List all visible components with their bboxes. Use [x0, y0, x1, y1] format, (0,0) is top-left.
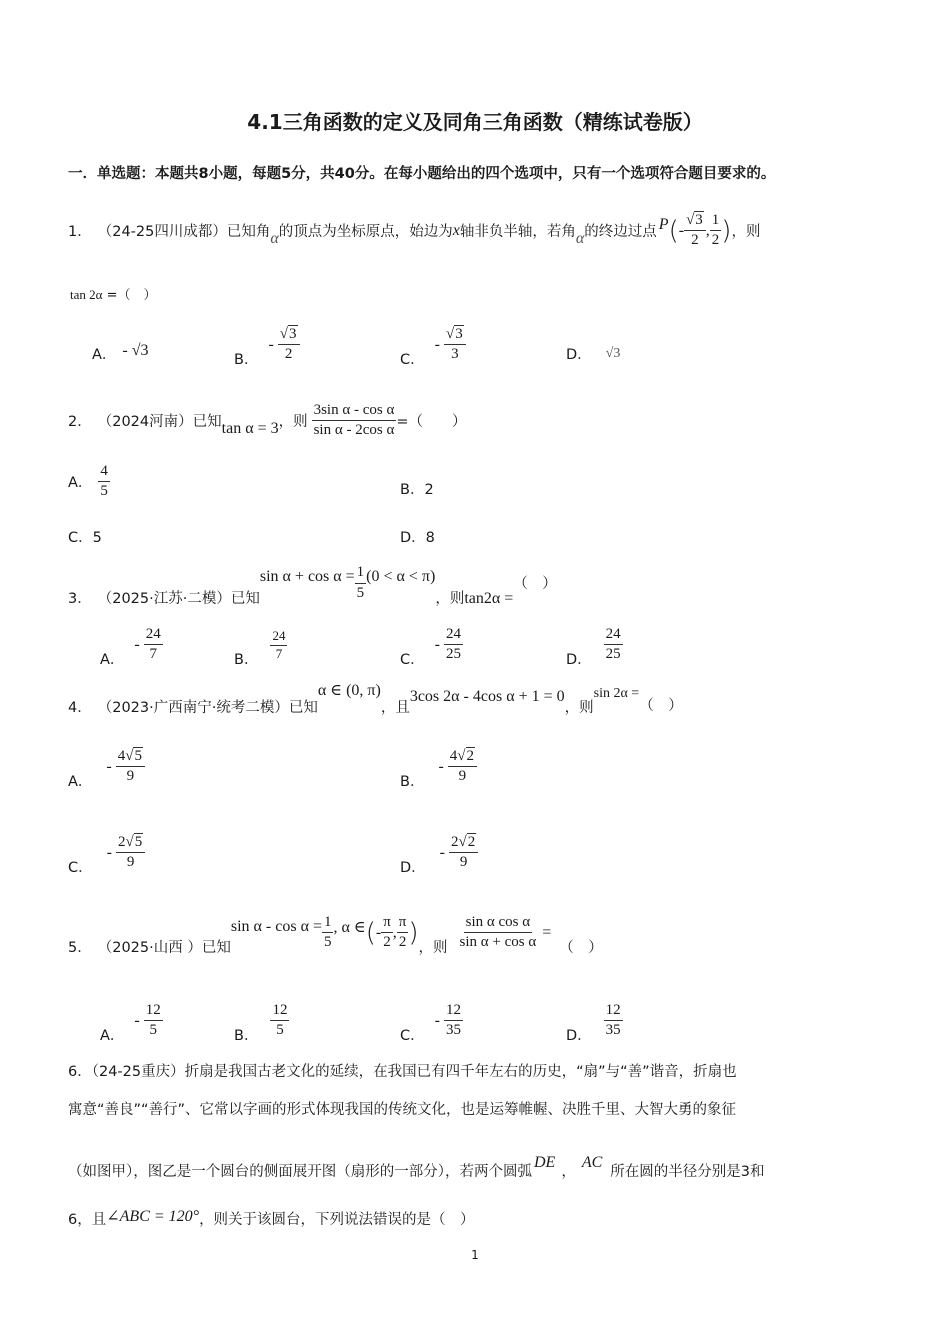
q3-option-b-frac	[270, 629, 287, 662]
q4-option-a-coef: 4	[117, 747, 126, 764]
q2-option-a-label: A．	[68, 475, 93, 492]
q4-option-d-coef: 2	[451, 833, 459, 850]
q1-option-c-den: 3	[451, 346, 459, 362]
q2-ask-paren: =（ ）	[396, 414, 467, 431]
q5-paren-left: (	[365, 917, 376, 948]
q5-option-c[interactable]	[400, 996, 463, 1045]
q4-option-b[interactable]	[400, 742, 477, 791]
q3-option-a-neg: -	[134, 635, 140, 653]
q1-option-c-frac: $\frac{√3}{3}$	[444, 326, 466, 364]
q6-line-4	[68, 1208, 475, 1229]
q4-option-b-den: 9	[458, 768, 467, 784]
q3-option-d-label: D．	[566, 652, 592, 668]
q1-option-c-rad: 3	[455, 325, 463, 342]
q1-point-y-den: 2	[711, 232, 720, 249]
q1-option-c[interactable]	[400, 320, 466, 369]
q4-option-b-frac: $\frac{4√2}{9}$	[448, 748, 477, 786]
question-2	[68, 402, 466, 440]
q3-condition: sin α + cos α =	[259, 568, 355, 585]
q1-comma: ,	[705, 221, 710, 239]
q4-option-c-rad: 5	[134, 833, 143, 850]
q1-point-label: P	[658, 215, 669, 233]
q5-option-b-num: 12	[270, 1002, 289, 1021]
question-3	[68, 558, 557, 608]
q4-option-c-den: 9	[126, 854, 135, 870]
q4-text-3: ，则	[564, 700, 594, 716]
q4-option-d-neg: -	[439, 843, 445, 861]
q4-ask: sin 2α =	[593, 686, 640, 701]
q3-text: （2025·江苏·二模）已知	[97, 590, 260, 607]
q4-option-a-den: 9	[126, 768, 135, 784]
q5-upper-bound-num: π	[397, 914, 409, 933]
q1-alpha-2: α	[575, 229, 585, 247]
q3-option-d-num: 24	[604, 626, 623, 645]
q3-option-a-den: 7	[149, 646, 157, 662]
q1-option-c-neg: -	[434, 335, 440, 353]
q1-point-x: $\frac{√3}{2}$	[684, 212, 706, 250]
q5-text: （2025·山西 ）已知	[97, 940, 231, 956]
q1-text-2: 的顶点为坐标原点，始边为	[278, 224, 453, 241]
q4-option-a[interactable]	[68, 742, 145, 791]
q1-paren-left: (	[668, 215, 679, 246]
q1-ask-expr: tan 2α	[70, 287, 103, 302]
q1-text-3: 轴非负半轴，若角	[459, 224, 576, 241]
q5-option-a[interactable]	[100, 996, 163, 1045]
q5-option-b-den: 5	[276, 1022, 284, 1038]
q5-upper-bound-den: 2	[398, 934, 407, 950]
q5-option-a-den: 5	[149, 1022, 157, 1038]
q5-option-d[interactable]	[566, 996, 623, 1045]
q5-option-c-frac	[444, 1002, 463, 1040]
question-5	[68, 908, 603, 957]
q4-text-2: ，且	[380, 700, 410, 716]
q5-expression-den: sin α + cos α	[459, 934, 537, 950]
q5-number: 5．	[68, 940, 92, 956]
q4-option-b-label: B．	[400, 774, 425, 790]
page-title: 4.1三角函数的定义及同角三角函数（精练试卷版）	[247, 110, 703, 134]
q3-option-b-num: 24	[270, 629, 287, 646]
q5-option-b-label: B．	[234, 1028, 259, 1044]
q1-text-5: ，则	[731, 224, 761, 241]
q5-option-a-num: 12	[144, 1002, 163, 1021]
q5-condition: sin α - cos α =	[230, 917, 322, 935]
q1-point-x-den: 2	[691, 232, 699, 249]
q3-option-c-frac	[444, 626, 463, 664]
q5-upper-bound	[397, 914, 409, 952]
q2-option-a-den: 5	[100, 483, 108, 500]
q4-ask-paren: （ ）	[639, 698, 683, 714]
q5-expression-num: sin α cos α	[464, 914, 532, 933]
q2-option-a-num: 4	[98, 463, 110, 482]
q5-option-b-frac	[270, 1002, 289, 1040]
q5-option-a-label: A．	[100, 1028, 125, 1044]
q2-number: 2．	[68, 414, 92, 431]
q4-option-b-rad: 2	[466, 747, 475, 764]
q5-text-2: ，则	[418, 940, 448, 956]
q4-option-a-neg: -	[106, 757, 112, 775]
q5-option-d-num: 12	[604, 1002, 623, 1021]
q1-option-d-label: D．	[566, 347, 592, 363]
q3-condition-num: 1	[355, 564, 367, 583]
q1-option-b-frac: $\frac{√3}{2}$	[278, 326, 300, 364]
q1-point-y	[710, 212, 722, 250]
q2-option-a[interactable]	[68, 463, 110, 501]
q4-option-c[interactable]	[68, 828, 145, 877]
q1-option-c-label: C．	[400, 352, 425, 368]
q6-separator: ，	[561, 1164, 576, 1180]
q4-text: （2023·广西南宁·统考二模）已知	[97, 700, 318, 716]
q6-line-4-text: 6，且	[68, 1212, 107, 1228]
page-number: 1	[471, 1248, 479, 1262]
q3-option-d-den: 25	[605, 646, 621, 662]
q5-set: , α ∈	[333, 918, 366, 936]
q1-paren-right: )	[721, 215, 732, 246]
q5-expression	[458, 914, 539, 952]
q4-condition-1: α ∈ (0, π)	[317, 682, 381, 699]
q3-text-2: ，则	[435, 590, 465, 607]
q3-condition-frac	[355, 564, 367, 602]
q5-ask-paren: （ ）	[559, 940, 603, 956]
q6-arc-ac: AC	[581, 1153, 603, 1171]
q2-condition: tan α = 3	[221, 419, 279, 437]
q1-text: （24-25四川成都）已知角	[97, 224, 271, 241]
q2-expression-den: sin α - 2cos α	[313, 422, 395, 439]
q1-point-y-num: 1	[710, 212, 722, 231]
q6-angle: ∠ABC = 120°	[106, 1207, 200, 1225]
q5-option-c-neg: -	[434, 1011, 440, 1029]
q3-option-c-label: C．	[400, 652, 425, 668]
q5-option-d-den: 35	[605, 1022, 621, 1038]
q3-option-a-num: 24	[144, 626, 163, 645]
q1-neg: -	[678, 221, 685, 239]
q5-lower-bound-num: π	[381, 914, 393, 933]
q3-ask: tan2α =	[464, 590, 514, 607]
q4-option-c-frac: $\frac{2√5}{9}$	[116, 834, 145, 872]
q3-range: (0 < α < π)	[366, 568, 436, 585]
q1-text-4: 的终边过点	[584, 224, 657, 241]
q5-option-d-label: D．	[566, 1028, 592, 1044]
q6-line-3	[68, 1153, 765, 1181]
q6-line-3-text-2: 所在圆的半径分别是3和	[610, 1164, 765, 1180]
q2-text-2: ，则	[278, 414, 308, 431]
q2-expression-num: 3sin α - cos α	[312, 402, 397, 421]
question-1	[68, 212, 760, 250]
q5-option-a-neg: -	[134, 1011, 140, 1029]
q3-condition-den: 5	[356, 584, 365, 601]
q5-lower-bound	[381, 914, 393, 952]
q5-option-c-den: 35	[445, 1022, 461, 1038]
q4-number: 4．	[68, 700, 92, 716]
q3-number: 3．	[68, 590, 92, 607]
q2-option-b[interactable]: B．2	[400, 482, 434, 498]
q5-neg: -	[375, 923, 382, 941]
q6-line-1: 6．（24-25重庆）折扇是我国古老文化的延续，在我国已有四千年左右的历史，“扇”与“善”谐音，折扇也	[68, 1064, 737, 1080]
q3-option-c[interactable]	[400, 620, 463, 669]
q1-option-a[interactable]	[92, 343, 149, 364]
q1-option-d-value: √3	[605, 345, 621, 361]
q4-option-d-frac: $\frac{2√2}{9}$	[449, 834, 478, 872]
q3-option-c-num: 24	[444, 626, 463, 645]
q4-option-a-frac: $\frac{4√5}{9}$	[116, 748, 145, 786]
q5-lower-bound-den: 2	[383, 934, 391, 950]
q1-option-b-label: B．	[234, 352, 259, 368]
q4-option-b-neg: -	[438, 757, 444, 775]
q4-option-d-rad: 2	[467, 833, 476, 850]
q5-condition-frac	[322, 914, 334, 952]
q1-ask	[70, 284, 157, 303]
q3-option-d-frac	[604, 626, 623, 664]
q5-option-a-frac	[144, 1002, 163, 1040]
q4-option-c-neg: -	[106, 843, 112, 861]
q6-line-4-text-2: ，则关于该圆台，下列说法错误的是（ ）	[199, 1212, 475, 1228]
q3-option-a-frac	[144, 626, 163, 664]
section-header: 一．单选题：本题共8小题，每题5分，共40分。在每小题给出的四个选项中，只有一个选项符合题目要求的。	[68, 166, 776, 182]
q2-option-c[interactable]: C．5	[68, 530, 102, 546]
q4-option-d[interactable]	[400, 828, 478, 877]
q5-option-b[interactable]	[234, 996, 289, 1045]
q2-option-d[interactable]: D．8	[400, 530, 435, 546]
q3-option-b[interactable]	[234, 622, 287, 669]
q3-option-a[interactable]	[100, 620, 163, 669]
q1-number: 1．	[68, 224, 92, 241]
q2-text: （2024河南）已知	[97, 414, 222, 431]
q3-option-c-den: 25	[445, 646, 461, 662]
q1-option-d[interactable]	[566, 343, 620, 364]
q5-equals: =	[542, 923, 552, 941]
q4-condition-2: 3cos 2α - 4cos α + 1 = 0	[409, 688, 565, 705]
q1-x: x	[452, 221, 460, 239]
q6-line-3-text: （如图甲），图乙是一个圆台的侧面展开图（扇形的一部分），若两个圆弧	[68, 1164, 532, 1180]
q4-option-b-coef: 4	[449, 747, 458, 764]
q4-option-d-den: 9	[459, 854, 468, 870]
question-4	[68, 682, 683, 717]
q3-option-a-label: A．	[100, 652, 125, 668]
q6-line-2: 寓意“善良”“善行”、它常以字画的形式体现我国的传统文化，也是运筹帷幄、决胜千里、大智大勇的象征	[68, 1102, 737, 1118]
q5-option-c-label: C．	[400, 1028, 425, 1044]
q6-arc-de: DE	[534, 1153, 556, 1171]
q5-comma: ,	[392, 923, 397, 941]
q3-option-b-label: B．	[234, 652, 259, 668]
q1-ask-paren: =（ ）	[106, 288, 157, 303]
q2-option-a-frac	[98, 463, 110, 501]
q5-paren-right: )	[408, 917, 419, 948]
q1-option-a-label: A．	[92, 347, 117, 363]
q3-option-b-den: 7	[275, 646, 283, 661]
q5-condition-num: 1	[322, 914, 334, 933]
q4-option-a-label: A．	[68, 774, 93, 790]
q1-option-b[interactable]	[234, 320, 300, 369]
q3-option-c-neg: -	[434, 635, 440, 653]
q5-option-c-num: 12	[444, 1002, 463, 1021]
q3-option-d[interactable]	[566, 620, 623, 669]
q2-expression	[312, 402, 397, 440]
q1-option-b-den: 2	[284, 346, 293, 362]
q4-option-c-label: C．	[68, 860, 93, 876]
q4-option-a-rad: 5	[134, 747, 142, 764]
q1-point-x-rad: 3	[695, 212, 703, 228]
q5-option-d-frac	[604, 1002, 623, 1040]
q1-option-a-value: - √3	[122, 341, 149, 359]
q1-alpha-1: α	[270, 229, 279, 247]
q3-ask-paren: （ ）	[513, 575, 557, 592]
q5-condition-den: 5	[323, 934, 332, 950]
q4-option-c-coef: 2	[117, 833, 126, 850]
q1-option-b-rad: 3	[289, 325, 297, 342]
q4-option-d-label: D．	[400, 860, 426, 876]
q1-option-b-neg: -	[268, 335, 274, 353]
